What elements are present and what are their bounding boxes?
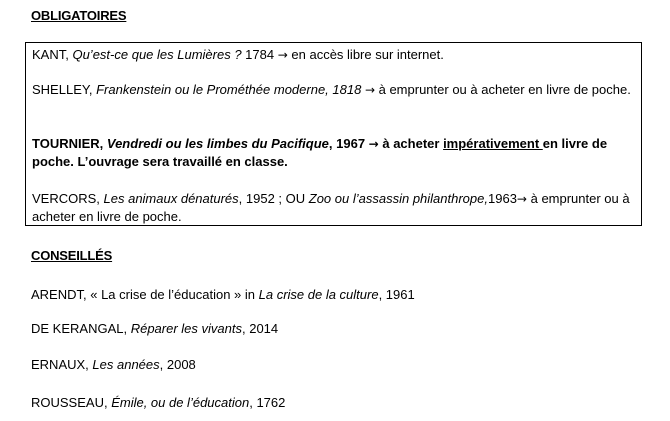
conseilles-heading: CONSEILLÉS xyxy=(31,248,113,263)
entry-author: VERCORS, xyxy=(32,191,104,206)
entry-note: à emprunter ou à acheter en livre de poche. xyxy=(375,82,631,97)
entry-year: , 1952 ; OU xyxy=(238,191,309,206)
entry-title: Réparer les vivants xyxy=(130,321,242,336)
entry-title: Vendredi ou les limbes du Pacifique xyxy=(106,136,329,151)
entry-author: DE KERANGAL, xyxy=(31,321,131,336)
entry-note: à acheter xyxy=(378,136,444,151)
right-arrow-icon: → xyxy=(364,83,375,97)
entry-title: La crise de la culture xyxy=(258,287,379,302)
obligatoires-heading: OBLIGATOIRES xyxy=(31,8,127,23)
reading-entry-shelley xyxy=(32,81,635,99)
entry-note: en accès libre sur internet. xyxy=(287,47,444,62)
entry-author: KANT, xyxy=(32,47,73,62)
reading-entry-tournier xyxy=(32,135,635,170)
entry-title: Les années xyxy=(92,357,160,372)
entry-year: , 1961 xyxy=(378,287,415,302)
entry-title: Qu’est-ce que les Lumières ? xyxy=(72,47,242,62)
reading-entry-vercors xyxy=(32,190,635,225)
recommended-entry-arendt xyxy=(31,286,415,303)
entry-year: 1784 xyxy=(241,47,278,62)
entry-author: ROUSSEAU, xyxy=(31,395,112,410)
recommended-entry-rousseau xyxy=(31,394,285,411)
entry-title-alt: Zoo ou l’assassin philanthrope, xyxy=(308,191,488,206)
entry-title: Frankenstein ou le Prométhée moderne, 1818 xyxy=(96,82,362,97)
entry-year: , 2008 xyxy=(159,357,196,372)
right-arrow-icon: → xyxy=(277,48,288,62)
entry-title: Les animaux dénaturés xyxy=(103,191,239,206)
entry-title: Émile, ou de l’éducation xyxy=(111,395,250,410)
mandatory-reading-box xyxy=(25,42,642,226)
entry-author: ARENDT, « La crise de l’éducation » in xyxy=(31,287,259,302)
right-arrow-icon: → xyxy=(516,192,527,206)
entry-note: à emprunter ou à acheter en livre de poche. xyxy=(32,191,630,224)
entry-year: , 1967 xyxy=(328,136,369,151)
right-arrow-icon: → xyxy=(368,137,379,151)
reading-entry-kant xyxy=(32,46,635,64)
entry-year: , 2014 xyxy=(241,321,279,336)
recommended-entry-ernaux xyxy=(31,356,196,373)
entry-author: SHELLEY, xyxy=(32,82,97,97)
entry-author: ERNAUX, xyxy=(31,357,93,372)
entry-note-rest: en livre de poche. L’ouvrage sera travaillé en classe. xyxy=(32,136,608,169)
entry-note-emphasis: impérativement xyxy=(443,136,543,151)
recommended-entry-de-kerangal xyxy=(31,320,278,337)
entry-year-alt: 1963 xyxy=(488,191,517,206)
entry-year: , 1762 xyxy=(249,395,286,410)
entry-author: TOURNIER, xyxy=(32,136,107,151)
